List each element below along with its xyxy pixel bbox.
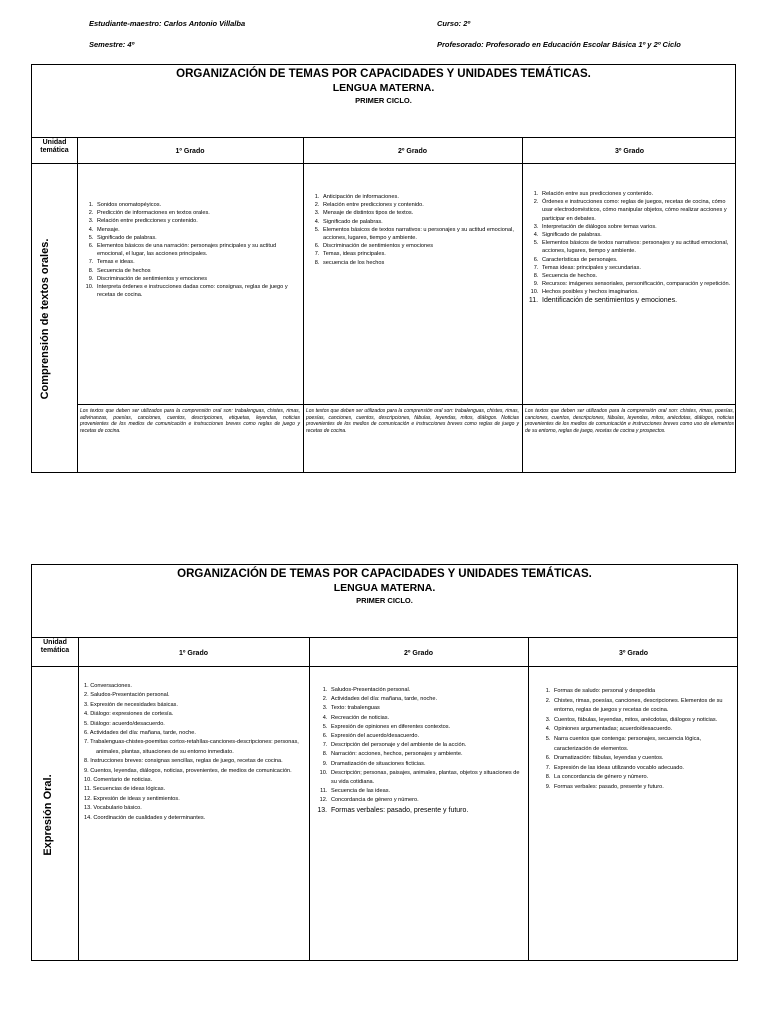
table-titles — [32, 567, 737, 606]
list-item: 7. Temas e ideas. — [95, 258, 297, 266]
list-item: 1. Conversaciones. — [84, 683, 132, 689]
list-item: 3. Interpretación de diálogos sobre temas varios. — [540, 223, 732, 231]
list-item: 1. Formas de saludo: personal y despedida — [552, 687, 734, 697]
list-item: 6. Elementos básicos de una narración: personajes principales y su actitud emocional, el lugar, las acciones principales. — [95, 242, 297, 258]
list-item: 2. Chistes, rimas, poesías, canciones, descripciones. Elementos de su entorno, reglas de juegos y recetas de cocina. — [552, 697, 734, 716]
list-item: 3. Mensaje de distintos tipos de textos. — [321, 209, 517, 217]
list-item: 10. Interpreta órdenes e instrucciones dadas como: consignas, reglas de juego y recetas de cocina. — [95, 283, 297, 299]
list-item: 8. secuencia de los hechos — [321, 259, 517, 267]
course: Curso: 2º — [437, 19, 471, 28]
list-item: 11. Identificación de sentimientos y emociones. — [540, 297, 732, 305]
grade-3-topics — [536, 687, 734, 793]
table-cycle: PRIMER CICLO. — [356, 596, 413, 605]
list-item: 5. Elementos básicos de textos narrativos: u personajes y su actitud emocional, acciones, lugares, tiempo y ambiente. — [321, 226, 517, 242]
grade-header-2: 2º Grado — [403, 650, 433, 657]
grade-1-topics — [84, 682, 304, 823]
list-item: 7. Expresión de las ideas utilizando vocablo adecuado. — [552, 764, 734, 774]
list-item: 14. Coordinación de cualidades y determinantes. — [84, 814, 206, 821]
unit-label: Comprensión de textos orales. — [39, 238, 51, 400]
grade-header-1: 1º Grado — [178, 650, 208, 657]
list-item: 7. Trabalenguas-chistes-poemitas cortos-retahílas-canciones-descripciones: personas, animales, plantas, situaciones de su entorno inmediato. — [84, 739, 299, 755]
table-cycle: PRIMER CICLO. — [355, 96, 412, 105]
student-name: Estudiante-maestro: Carlos Antonio Villalba — [89, 19, 246, 28]
list-item: 4. Significado de palabras. — [321, 218, 517, 226]
list-item: 5. Narra cuentos que contenga: personajes, secuencia lógica, caracterización de elementos. — [552, 735, 734, 754]
list-item: 3. Cuentos, fábulas, leyendas, mitos, anécdotas, diálogos y noticias. — [552, 716, 734, 726]
list-item: 5. Significado de palabras. — [95, 234, 297, 242]
grade-3-topics — [524, 190, 732, 305]
list-item: 1. Relación entre sus predicciones y contenido. — [540, 190, 732, 198]
list-item: 8. Instrucciones breves: consignas sencillas, reglas de juego, recetas de cocina. — [84, 758, 283, 765]
unit-header: Unidad temática — [40, 139, 69, 154]
table-expresion — [31, 564, 738, 961]
list-item: 2. Predicción de informaciones en textos orales. — [95, 209, 297, 217]
list-item: 1. Saludos-Presentación personal. — [329, 686, 525, 695]
list-item: 5. Expresión de opiniones en diferentes contextos. — [329, 723, 525, 732]
unit-label: Expresión Oral. — [42, 774, 54, 856]
list-item: 8. Secuencia de hechos. — [540, 272, 732, 280]
grade-header-2: 2º Grado — [397, 148, 427, 155]
list-item: 9. Cuentos, leyendas, diálogos, noticias, provenientes, de medios de comunicación. — [84, 767, 292, 774]
list-item: 1. Sonidos onomatopéyicos. — [95, 201, 297, 209]
list-item: 6. Expresión del acuerdo/desacuerdo. — [329, 732, 525, 741]
note-grade-3: Los textos que deben ser utilizados para la comprensión oral son: chistes, rimas, poesías, canciones, cuentos, descripciones, fábulas, leyendas, mitos, anécdotas, diálogos, noticias provenientes de los medios de comunicación e instrucciones breves como uso de elementos de su entorno, reglas de juego, recetas de cocina y prospectos. — [525, 408, 734, 434]
list-item: 2. Saludos-Presentación personal. — [84, 692, 170, 699]
list-item: 12. Expresión de ideas y sentimientos. — [84, 795, 180, 802]
grade-2-topics — [305, 193, 517, 267]
list-item: 2. Relación entre predicciones y contenido. — [321, 201, 517, 209]
list-item: 7. Descripción del personaje y del ambiente de la acción. — [329, 741, 525, 750]
list-item: 13. Formas verbales: pasado, presente y futuro. — [329, 806, 525, 815]
table-subtitle: LENGUA MATERNA. — [332, 82, 435, 94]
grade-header-3: 3º Grado — [618, 650, 648, 657]
list-item: 5. Elementos básicos de textos narrativos: personajes y su actitud emocional, acciones, lugares, tiempo y ambiente. — [540, 239, 732, 255]
unit-header: Unidad temática — [40, 639, 70, 654]
grade-1-topics — [79, 201, 297, 299]
list-item: 10. Comentario de noticias. — [84, 777, 153, 784]
list-item: 3. Texto: trabalenguas — [329, 704, 525, 713]
grade-2-topics — [313, 686, 525, 815]
list-item: 12. Concordancia de género y número. — [329, 796, 525, 805]
list-item: 3. Relación entre predicciones y contenido. — [95, 217, 297, 225]
list-item: 8. Narración: acciones, hechos, personajes y ambiente. — [329, 750, 525, 759]
list-item: 13. Vocabulario básico. — [84, 805, 142, 812]
list-item: 6. Dramatización: fábulas, leyendas y cuentos. — [552, 754, 734, 764]
list-item: 9. Formas verbales: pasado, presente y futuro. — [552, 783, 734, 793]
list-item: 10. Descripción; personas, paisajes, animales, plantas, objetos y situaciones de su vida cotidiana. — [329, 769, 525, 787]
list-item: 9. Discriminación de sentimientos y emociones — [95, 275, 297, 283]
grade-header-1: 1º Grado — [175, 148, 205, 155]
list-item: 4. Mensaje. — [95, 226, 297, 234]
program: Profesorado: Profesorado en Educación Escolar Básica 1º y 2º Ciclo — [437, 40, 681, 49]
list-item: 6. Discriminación de sentimientos y emociones — [321, 242, 517, 250]
list-item: 2. Actividades del día: mañana, tarde, noche. — [329, 695, 525, 704]
grade-header-3: 3º Grado — [614, 148, 644, 155]
list-item: 7. Temas, ideas principales. — [321, 250, 517, 258]
list-item: 5. Diálogo: acuerdo/desacuerdo. — [84, 720, 165, 727]
list-item: 4. Significado de palabras. — [540, 231, 732, 239]
list-item: 4. Diálogo: expresiones de cortesía. — [84, 711, 174, 718]
list-item: 11. Secuencia de las ideas. — [329, 787, 525, 796]
table-titles — [32, 67, 735, 106]
list-item: 1. Anticipación de informaciones. — [321, 193, 517, 201]
list-item: 11. Secuencias de ideas lógicas. — [84, 786, 166, 793]
list-item: 6. Actividades del día: mañana, tarde, noche. — [84, 730, 196, 737]
list-item: 3. Expresión de necesidades básicas. — [84, 701, 178, 708]
list-item: 10. Hechos posibles y hechos imaginarios. — [540, 288, 732, 296]
list-item: 9. Recursos: imágenes sensoriales, personificación, comparación y repetición. — [540, 280, 732, 288]
list-item: 4. Opiniones argumentadas; acuerdo/desacuerdo. — [552, 725, 734, 735]
note-grade-2: Los textos que deben ser utilizados para la comprensión oral son: trabalenguas, chistes, rimas, poesías, canciones, cuentos, descripciones, fábulas, leyendas, mitos, diálogos. Noticias provenientes de los medios de comunicación e instrucciones breves como reglas de juego y recetas de cocina. — [306, 408, 519, 434]
list-item: 2. Órdenes e instrucciones como: reglas de juegos, recetas de cocina, cómo usar electrodomésticos, cómo manipular objetos, cómo realizar acciones y participar en debates. — [540, 198, 732, 223]
table-title: ORGANIZACIÓN DE TEMAS POR CAPACIDADES Y UNIDADES TEMÁTICAS. — [176, 68, 591, 80]
list-item: 4. Recreación de noticias. — [329, 714, 525, 723]
list-item: 7. Temas ideas: principales y secundarias. — [540, 264, 732, 272]
list-item: 8. La concordancia de género y número. — [552, 773, 734, 783]
table-subtitle: LENGUA MATERNA. — [333, 582, 436, 594]
table-title: ORGANIZACIÓN DE TEMAS POR CAPACIDADES Y UNIDADES TEMÁTICAS. — [177, 568, 592, 580]
note-grade-1: Los textos que deben ser utilizados para la comprensión oral son: trabalenguas, chistes, rimas, adivinanzas, poesías, canciones, cuentos, descripciones, etiquetas, leyendas, noticias provenientes de los medios de comunicación e instrucciones breves como reglas de juego y recetas de cocina. — [80, 408, 300, 434]
list-item: 6. Características de personajes. — [540, 256, 732, 264]
table-comprension — [31, 64, 736, 473]
semester: Semestre: 4º — [89, 40, 135, 49]
list-item: 9. Dramatización de situaciones ficticias. — [329, 760, 525, 769]
list-item: 8. Secuencia de hechos — [95, 267, 297, 275]
